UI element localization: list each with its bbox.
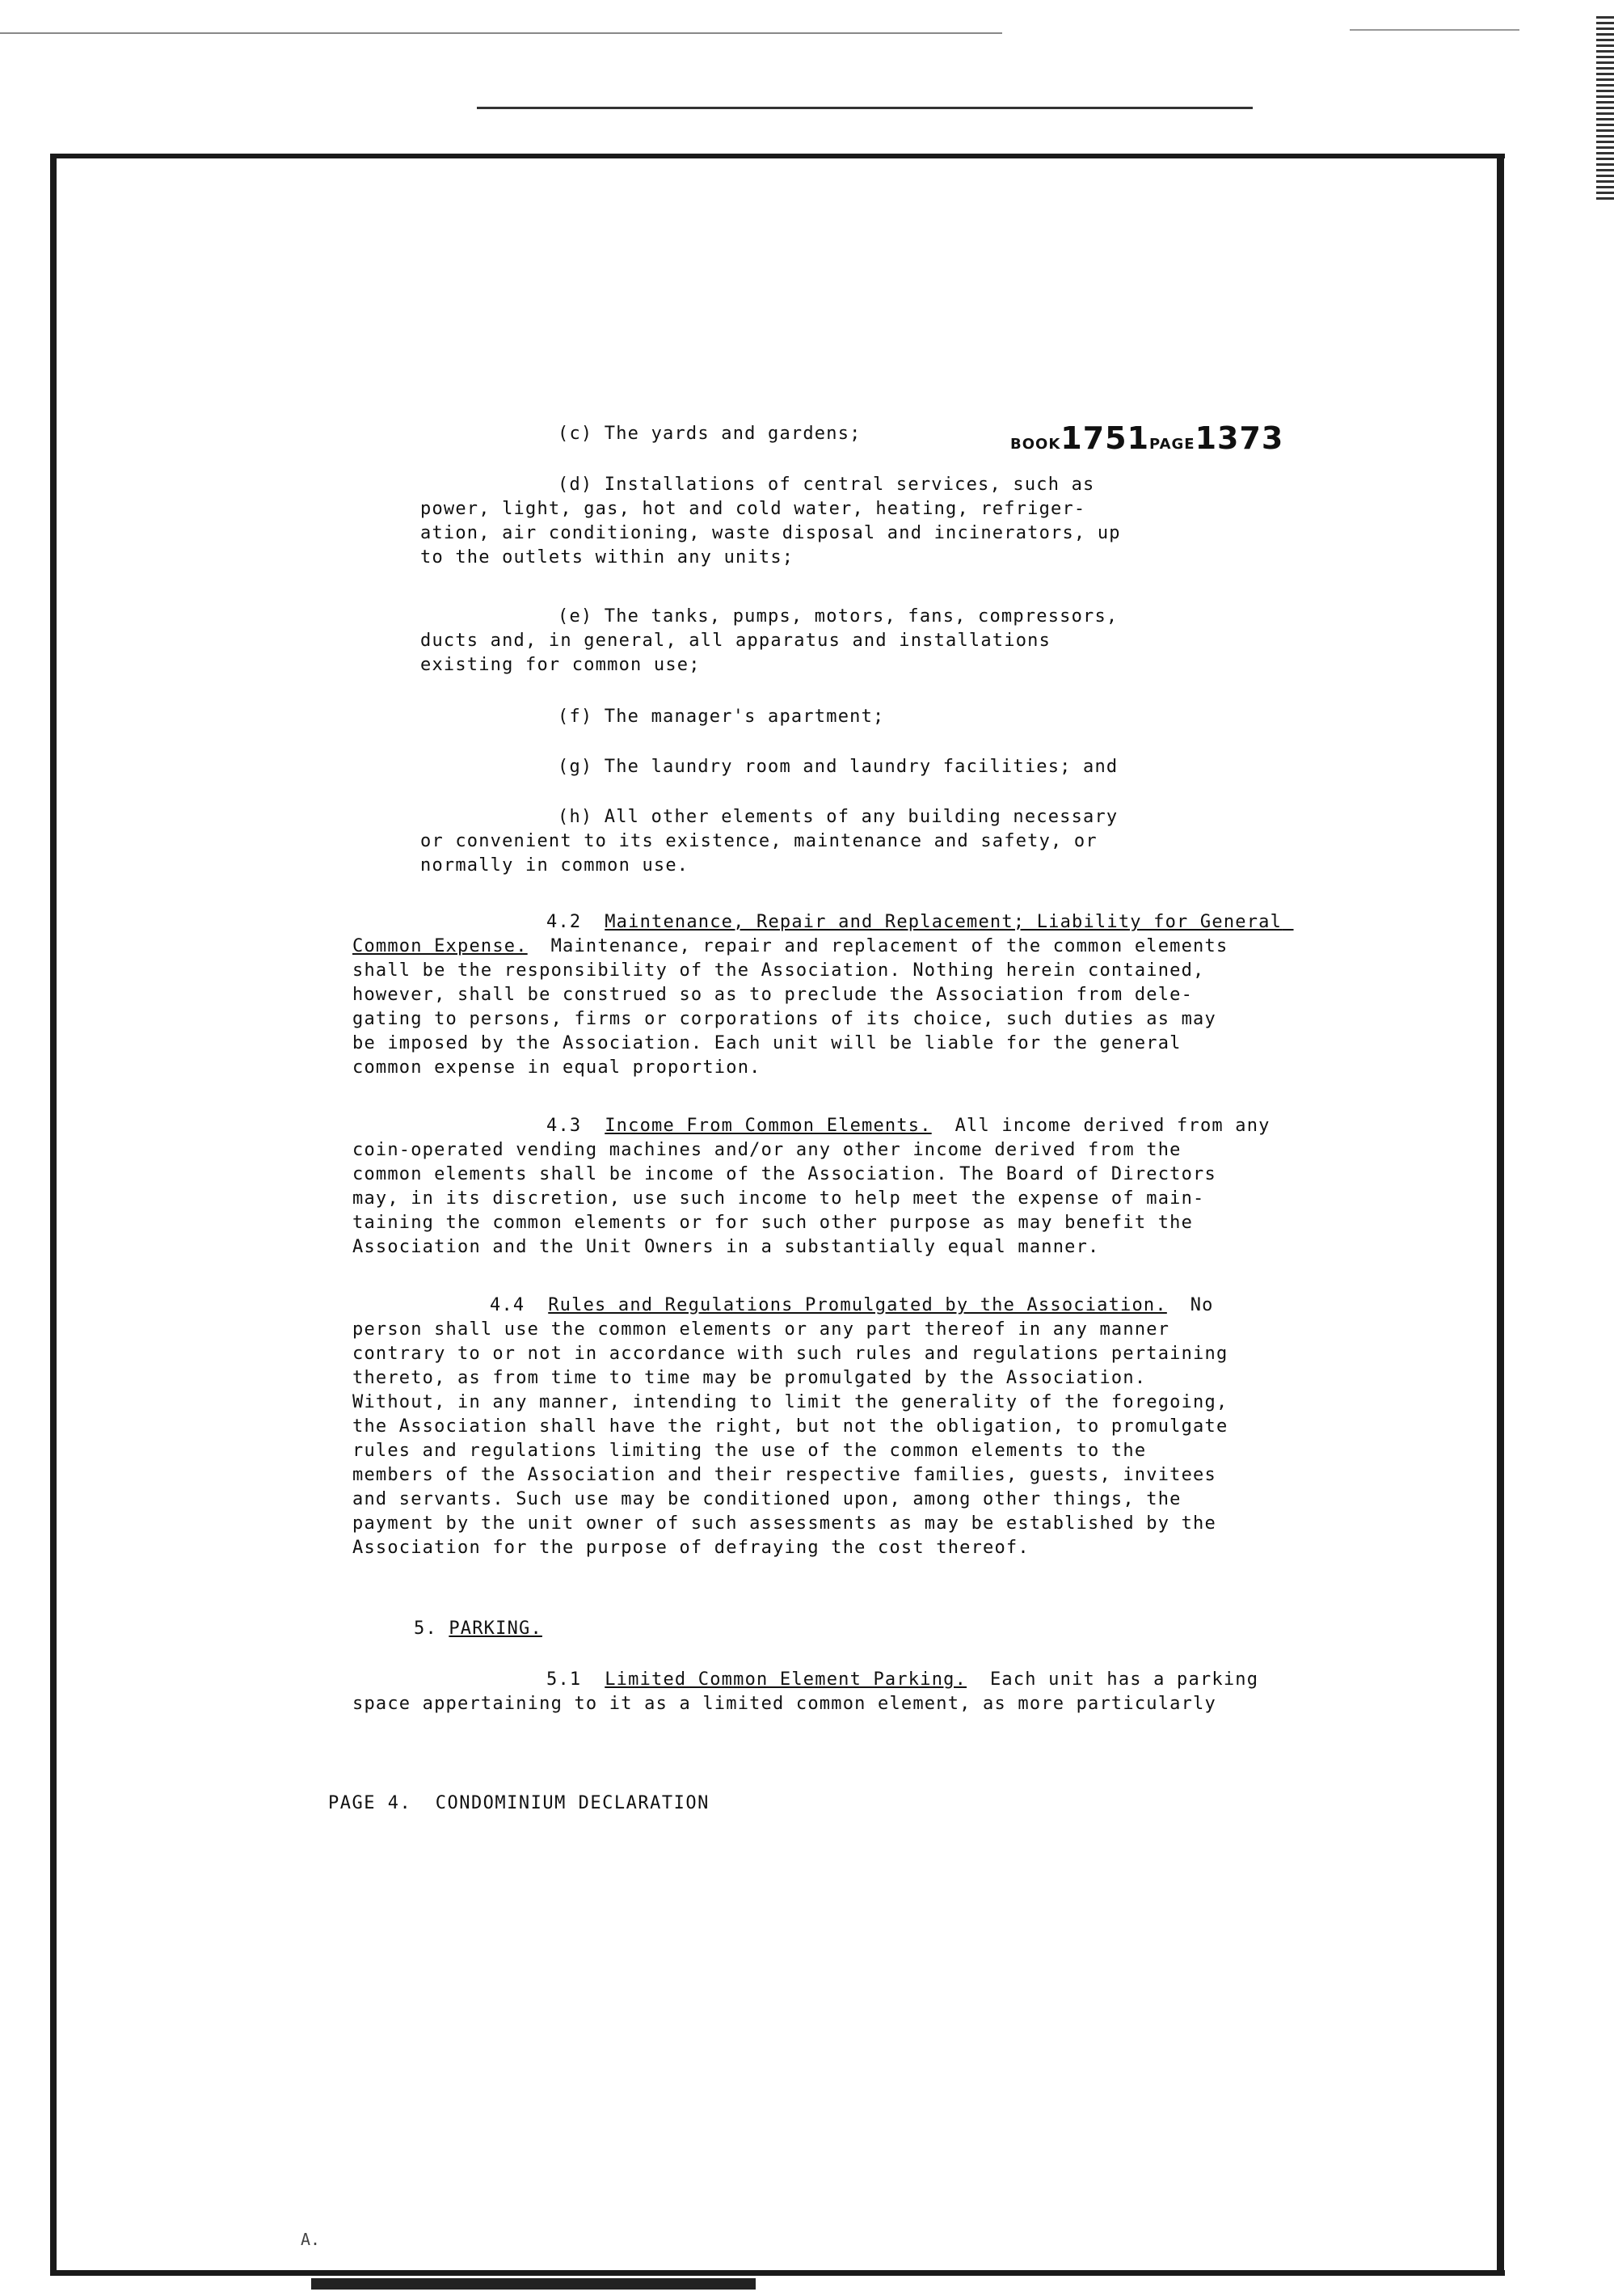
list-item: (d) Installations of central services, such as bbox=[558, 475, 1095, 495]
page-frame-bottom bbox=[50, 2270, 1505, 2276]
list-item: (g) The laundry room and laundry facilities; and bbox=[558, 757, 1119, 777]
book-page-stamp bbox=[1010, 420, 1283, 456]
page-label: PAGE bbox=[1149, 436, 1195, 453]
list-item: (f) The manager's apartment; bbox=[558, 707, 885, 727]
list-item: (h) All other elements of any building necessary bbox=[558, 807, 1119, 827]
list-item-continuation: power, light, gas, hot and cold water, heating, refriger- ation, air conditioning, waste disposal and incinerators, up to the outlets within any units; bbox=[420, 499, 1121, 568]
list-item: (e) The tanks, pumps, motors, fans, compressors, bbox=[558, 606, 1119, 627]
book-number: 1751 bbox=[1060, 420, 1150, 456]
scan-artifact-line bbox=[0, 32, 1002, 34]
scan-artifact-line bbox=[1350, 29, 1519, 31]
section-number: 4.4 bbox=[490, 1295, 525, 1315]
section-4-4 bbox=[352, 1294, 1363, 1560]
section-5-1 bbox=[352, 1668, 1363, 1716]
section-heading: Rules and Regulations Promulgated by the Association. bbox=[548, 1295, 1167, 1315]
bottom-mark: A. bbox=[301, 2230, 321, 2249]
scan-artifact-bar bbox=[311, 2278, 756, 2290]
page-footer: PAGE 4. CONDOMINIUM DECLARATION bbox=[328, 1793, 710, 1813]
section-4-2 bbox=[352, 910, 1363, 1080]
page-frame-top bbox=[50, 154, 1505, 158]
list-item-continuation: or convenient to its existence, maintenance and safety, or normally in common use. bbox=[420, 831, 1098, 876]
article-number: 5. bbox=[414, 1619, 437, 1639]
section-number: 4.3 bbox=[546, 1116, 582, 1136]
section-body: All income derived from any coin-operated vending machines and/or any other income derived from the common elements shall be income of the Association. The Board of Directors may, in its discretion, use such income to help meet the expense of main- taining the common elements or for such other purpose as may benefit the Association and the Unit Owners in a substantially equal manner. bbox=[352, 1116, 1271, 1257]
list-item-continuation: ducts and, in general, all apparatus and installations existing for common use; bbox=[420, 631, 1051, 675]
section-body: Each unit has a parking space appertaining to it as a limited common element, as more particularly bbox=[352, 1669, 1259, 1714]
book-label: BOOK bbox=[1010, 436, 1061, 453]
section-heading: Income From Common Elements. bbox=[605, 1116, 932, 1136]
section-heading: Limited Common Element Parking. bbox=[605, 1669, 967, 1690]
section-number: 5.1 bbox=[546, 1669, 582, 1690]
section-body: No person shall use the common elements or any part thereof in any manner contrary to or not in accordance with such rules and regulations pertaining thereto, as from time to time may be promulgated by the Association. Without, in any manner, intending to limit the generality of the foregoing, the Association shall have the right, but not the obligation, to promulgate rules and regulations limiting the use of the common elements to the members of the Association and their respective families, guests, invitees and servants. Such use may be conditioned upon, among other things, the payment by the unit owner of such assessments as may be established by the Association for the purpose of defraying the cost thereof. bbox=[352, 1295, 1228, 1558]
section-number: 4.2 bbox=[546, 912, 582, 932]
section-4-3 bbox=[352, 1114, 1363, 1260]
article-heading bbox=[414, 1617, 542, 1641]
scan-edge-strip bbox=[1596, 16, 1614, 202]
article-title: PARKING. bbox=[449, 1619, 542, 1639]
section-body: Maintenance, repair and replacement of the common elements shall be the responsibility of the Association. Nothing herein contained, however, shall be construed so as to preclude the Association from dele- gating to persons, firms or corporations of its choice, such duties as may be imposed by the Association. Each unit will be liable for the general common expense in equal proportion. bbox=[352, 936, 1228, 1078]
page-number: 1373 bbox=[1195, 420, 1284, 456]
page-frame-left bbox=[50, 154, 57, 2276]
section-heading: Maintenance, Repair and Replacement; Liability for General Common Expense. bbox=[352, 912, 1294, 956]
list-item: (c) The yards and gardens; bbox=[558, 424, 862, 444]
scan-artifact-line bbox=[477, 107, 1253, 109]
page-frame-right bbox=[1497, 154, 1504, 2276]
